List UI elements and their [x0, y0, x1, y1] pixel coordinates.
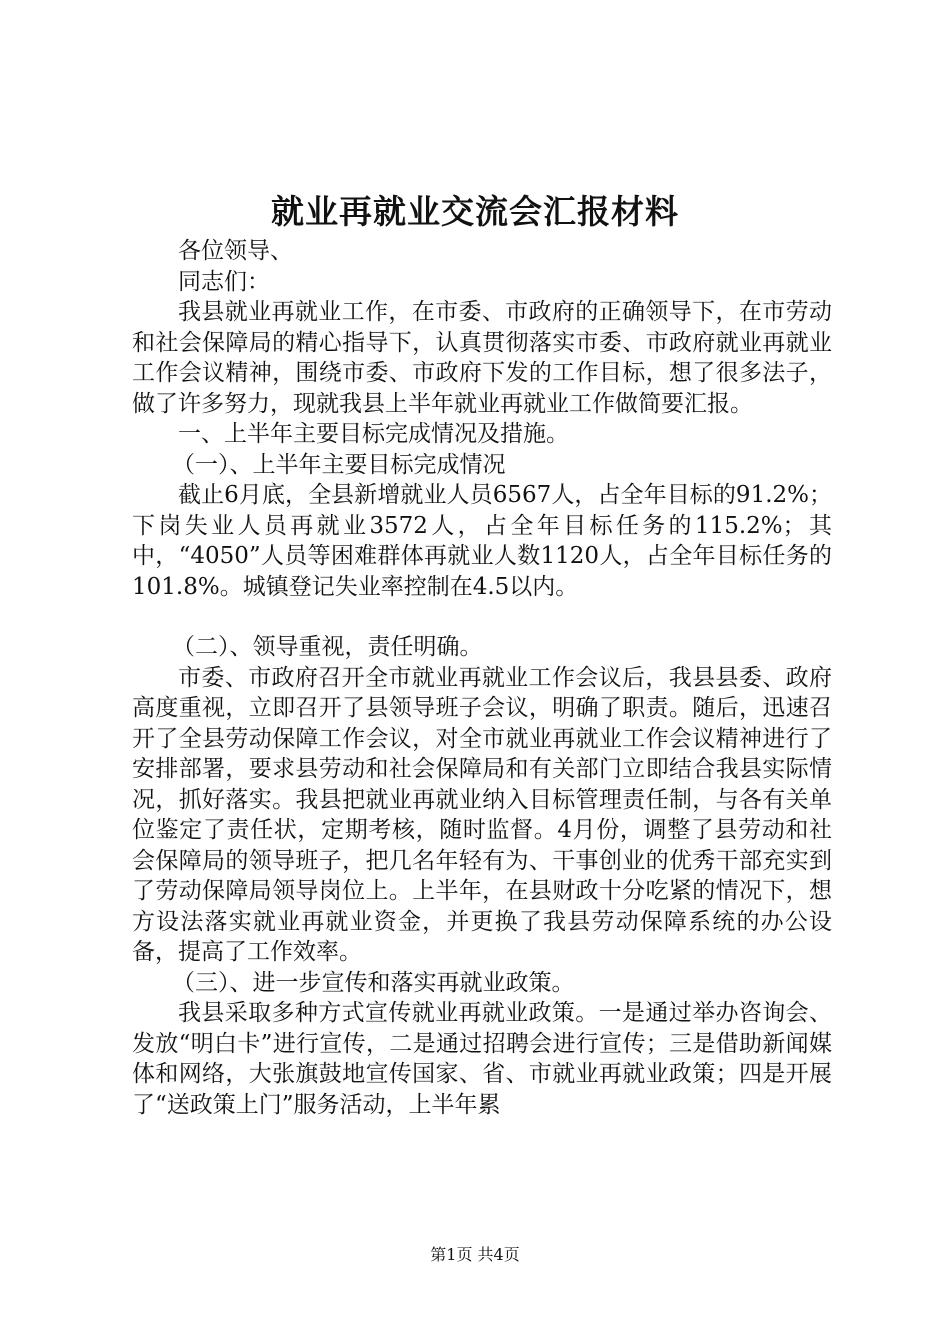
policy-paragraph: 我县采取多种方式宣传就业再就业政策。一是通过举办咨询会、发放“明白卡”进行宣传，二是通过招聘会进行宣传；三是借助新闻媒体和网络，大张旗鼓地宣传国家、省、市就业再就业政策；四是开展了“送政策上门”服务活动，上半年累 — [132, 1000, 832, 1118]
subsection-heading-2: （二）、领导重视，责任明确。 — [172, 634, 483, 660]
leadership-paragraph: 市委、市政府召开全市就业再就业工作会议后，我县县委、政府高度重视，立即召开了县领导班子会议，明确了职责。随后，迅速召开了全县劳动保障工作会议，对全市就业再就业工作会议精神进行了安排部署，要求县劳动和社会保障局和有关部门立即结合我县实际情况，抓好落实。我县把就业再就业纳入目标管理责任制，与各有关单位鉴定了责任状，定期考核，随时监督。4月份，调整了县劳动和社会保障局的领导班子，把几名年轻有为、干事创业的优秀干部充实到了劳动保障局领导岗位上。上半年，在县财政十分吃紧的情况下，想方设法落实就业再就业资金，并更换了我县劳动保障系统的办公设备，提高了工作效率。 — [132, 664, 832, 965]
goals-paragraph: 截止6月底，全县新增就业人员6567人，占全年目标的91.2%；下岗失业人员再就业3572人，占全年目标任务的115.2%；其中，“4050”人员等困难群体再就业人数1120人，占全年目标任务的101.8%。城镇登记失业率控制在4.5以内。 — [132, 482, 832, 600]
section-heading-1: 一、上半年主要目标完成情况及措施。 — [178, 421, 569, 447]
page-footer: 第1页 共4页 — [430, 1245, 520, 1264]
document-body — [132, 236, 832, 1120]
paragraph-spacer — [132, 602, 832, 632]
document-title: 就业再就业交流会汇报材料 — [271, 192, 679, 231]
subsection-heading-3: （三）、进一步宣传和落实再就业政策。 — [172, 969, 575, 996]
salutation-comrades: 同志们： — [178, 268, 270, 295]
subsection-heading-1: （一）、上半年主要目标完成情况 — [172, 451, 506, 478]
intro-paragraph: 我县就业再就业工作，在市委、市政府的正确领导下，在市劳动和社会保障局的精心指导下，认真贯彻落实市委、市政府就业再就业工作会议精神，围绕市委、市政府下发的工作目标，想了很多法子，做了许多努力，现就我县上半年就业再就业工作做简要汇报。 — [132, 299, 832, 417]
salutation-leaders: 各位领导、 — [178, 238, 293, 264]
